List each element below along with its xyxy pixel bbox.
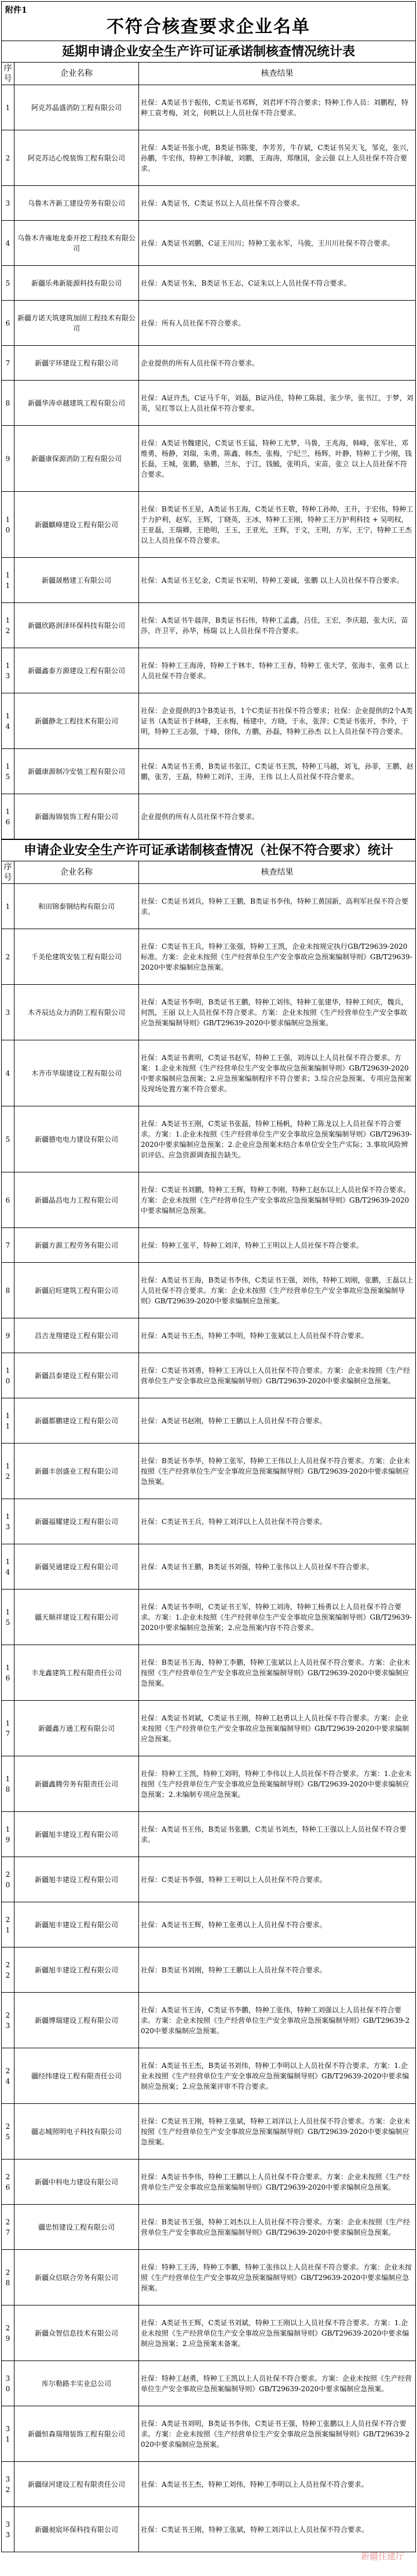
table-row bbox=[2, 749, 416, 794]
row-number: 6 bbox=[2, 1172, 14, 1228]
row-number: 21 bbox=[2, 1902, 14, 1947]
company-name: 丰龙鑫建筑工程有限责任公司 bbox=[14, 1645, 139, 1701]
row-number: 19 bbox=[2, 1812, 14, 1857]
company-name: 阿克苏晶盛消防工程有限公司 bbox=[14, 85, 139, 130]
check-result: 社保：A类证书李伟，特种工王鹏以上人员社保不符合要求。方案：企业未按照《生产经营单位生产安全事故应急预案编制导则》GB/T29639-2020中要求编制应急预案。 bbox=[139, 2160, 416, 2205]
table-row bbox=[2, 1812, 416, 1857]
table-row bbox=[2, 492, 416, 558]
table-row bbox=[2, 1645, 416, 1701]
row-number: 14 bbox=[2, 693, 14, 749]
table-row bbox=[2, 426, 416, 492]
row-number: 13 bbox=[2, 648, 14, 693]
table-row bbox=[2, 648, 416, 693]
company-name: 新疆旭丰建设工程有限公司 bbox=[14, 1902, 139, 1947]
check-result: 企业提供的所有人员社保不符合要求。 bbox=[139, 346, 416, 381]
section-1-title: 延期申请企业安全生产许可证承诺制核查情况统计表 bbox=[2, 41, 416, 63]
row-number: 29 bbox=[2, 2305, 14, 2361]
check-result: 社保：A类证书王涛，C类证书李鹏，特种工张伟，特种工刘强以上人员社保不符合要求。方案：企业未按照《生产经营单位生产安全事故应急预案编制导则》GB/T29639-2020中要求编制应急预案。 bbox=[139, 1993, 416, 2048]
company-name: 新疆晟楷建工有限公司 bbox=[14, 558, 139, 603]
check-result: 社保：所有人员社保不符合要求。 bbox=[139, 301, 416, 346]
row-number: 2 bbox=[2, 929, 14, 985]
table-row bbox=[2, 693, 416, 749]
table-row bbox=[2, 1902, 416, 1947]
check-result: 企业提供的所有人员社保不符合要求。 bbox=[139, 794, 416, 839]
check-result: 社保：A类证书朱，B类证书王志，C证朱以上人员社保不符合要求。 bbox=[139, 266, 416, 301]
company-name: 疆忠恒建设工程有限公司 bbox=[14, 2205, 139, 2250]
company-name: 和田锦泰钢结构有限公司 bbox=[14, 884, 139, 929]
company-name: 木齐辰达众力消防工程有限公司 bbox=[14, 985, 139, 1040]
check-result: 社保：A类证书魏建民，C类证书王猛，特种工尤梦，马鲁，王兆海，韩峰，张军社，邓维勇，杨静，刘瑞，朱勇，陈鑫，韩杰，张梅，宁纪兰，杨辉，叶静，特种工于少刚，钱长磊，王城，张鹏，骆鹏，兰东，于江，钱毓，张明兵，宋苗，张立 以上人员社保不符合要求。 bbox=[139, 426, 416, 492]
table-row bbox=[2, 1544, 416, 1590]
check-result: 社保：A类证书牛晨萍，B类证书石伟，特种工孟鑫，吕佳，王宏，李庆超，张大庆，苗莎，许卫平，孙华，杨瑞 以上人员社保不符合要求。 bbox=[139, 603, 416, 648]
check-result: 社保：A类证书李明，B类证书王鹏，特种工刘伟，特种工张建华，特种工何庆，魏兵，何凯，王丽 以上人员社保不符合要求。方案：企业未按照《生产经营单位生产安全事故应急预案编制导则》GB/T29639-2020中要求编制应急预案。 bbox=[139, 985, 416, 1040]
table-row bbox=[2, 266, 416, 301]
check-result: 社保：A类证书王忆金，C类证书宋明，特种工姜诚，张鹏 以上人员社保不符合要求。 bbox=[139, 558, 416, 603]
col-header-no: 序号 bbox=[2, 63, 14, 85]
check-result: 社保：特种工王海涛，特种工于林丰，特种工王春，特种工 张天学，张海丰，张勇 以上人员社保不符合要求。 bbox=[139, 648, 416, 693]
table-row bbox=[2, 603, 416, 648]
check-result: 社保：A类证书王杰，特种工李明，特种工张斌以上人员社保不符合要求。 bbox=[139, 1318, 416, 1353]
row-number: 27 bbox=[2, 2205, 14, 2250]
row-number: 13 bbox=[2, 1499, 14, 1544]
row-number: 5 bbox=[2, 1106, 14, 1172]
table-row bbox=[2, 1263, 416, 1318]
check-result: 社保：B类证书李华，特种工张军，特种工王伟以上人员社保不符合要求。方案：企业未按照《生产经营单位生产安全事故应急预案编制导则》GB/T29639-2020中要求编制应急预案。 bbox=[139, 1444, 416, 1499]
section-2-title: 申请企业安全生产许可证承诺制核查情况（社保不符合要求）统计 bbox=[2, 840, 416, 861]
row-number: 7 bbox=[2, 346, 14, 381]
table-row bbox=[2, 794, 416, 839]
row-number: 3 bbox=[2, 186, 14, 221]
company-name: 疆经纬建设工程有限责任公司 bbox=[14, 2048, 139, 2104]
check-result: 社保：A类证书黄明，C类证书赵军，特种工王强，刘涛以上人员社保不符合要求。方案：1.企业未按照《生产经营单位生产安全事故应急预案编制导则》GB/T29639-2020中要求编制应急预案；2.应急预案编制程序不符合要求；3.综合应急预案、专项应急预案及现场处置方案不符合要求。 bbox=[139, 1040, 416, 1106]
check-result: 社保：B类证书王海，特种工李鹏，特种工张斌以上人员社保不符合要求。方案：企业未按照《生产经营单位生产安全事故应急预案编制导则》GB/T29639-2020中要求编制应急预案。 bbox=[139, 1645, 416, 1701]
company-name: 新疆恒森瑞翔装饰工程有限公司 bbox=[14, 2406, 139, 2462]
company-name: 千美伦建筑安装工程有限公司 bbox=[14, 929, 139, 985]
company-name: 新疆鑫万通工程有限公司 bbox=[14, 1701, 139, 1756]
table-row bbox=[2, 2160, 416, 2205]
company-name: 新疆欣路润泽环保科技有限公司 bbox=[14, 603, 139, 648]
check-result: 社保：A类证书，C类证书以上人员社保不符合要求。 bbox=[139, 186, 416, 221]
company-name: 新疆华涛卓越建筑工程有限公司 bbox=[14, 381, 139, 426]
table-row bbox=[2, 929, 416, 985]
check-result: 社保：企业提供的3个B类证书，1个C类证书社保不符合要求；社保：企业提供的2个A类证书（A类证书于林峰，王永梅，杨建中，方晓，于永，张萍；C类证书张开，李玲，于明，特种工王志强，于峰，徐伟，方鹏，孙磊，特种工孙杰 以上人员社保不符合要求。 bbox=[139, 693, 416, 749]
company-name: 新疆宇环建设工程有限公司 bbox=[14, 346, 139, 381]
row-number: 10 bbox=[2, 1353, 14, 1398]
company-name: 新疆麒峰建设工程有限公司 bbox=[14, 492, 139, 558]
row-number: 11 bbox=[2, 558, 14, 603]
table-row bbox=[2, 558, 416, 603]
check-result: 社保：C类证书李强，特种工王明以上人员社保不符合要求。 bbox=[139, 1857, 416, 1902]
row-number: 3 bbox=[2, 985, 14, 1040]
company-name: 新疆海锦装饰工程有限公司 bbox=[14, 794, 139, 839]
check-result: 社保：C类证书王刚，特种工张斌，特种工刘洋以上人员社保不符合要求。 bbox=[139, 2507, 416, 2552]
company-name: 阿克苏达心悦装饰工程有限公司 bbox=[14, 130, 139, 186]
row-number: 6 bbox=[2, 301, 14, 346]
row-number: 7 bbox=[2, 1228, 14, 1263]
row-number: 23 bbox=[2, 1993, 14, 2048]
company-name: 新疆中科电力建设有限公司 bbox=[14, 2160, 139, 2205]
company-name: 新疆康保源消防工程有限公司 bbox=[14, 426, 139, 492]
check-result: 社保：A类证书王杰，B类证书刘伟，特种工李明以上人员社保不符合要求。方案：1.企业未按照《生产经营单位生产安全事故应急预案编制导则》GB/T29639-2020中要求编制应急预案；2.应急预案评审不符合要求。 bbox=[139, 2048, 416, 2104]
row-number: 15 bbox=[2, 1590, 14, 1645]
check-result: 社保：A类证书王辉，C类证书刘斌，特种工王刚以上人员社保不符合要求。方案：1.企业未按照《生产经营单位生产安全事故应急预案编制导则》GB/T29639-2020中要求编制应急预案；2.应急预案未备案。 bbox=[139, 2305, 416, 2361]
company-name: 疆志城照明电子科技有限公司 bbox=[14, 2104, 139, 2160]
row-number: 31 bbox=[2, 2406, 14, 2462]
check-result: 社保：C类证书刘兵，特种工王鹏，B类证书李伟，特种工黄国新，高利军社保不符合要求。 bbox=[139, 884, 416, 929]
col-header-no: 序号 bbox=[2, 861, 14, 884]
company-name: 新疆众智信息技术有限公司 bbox=[14, 2305, 139, 2361]
company-name: 新疆都鹏建设工程有限公司 bbox=[14, 1398, 139, 1444]
row-number: 8 bbox=[2, 1263, 14, 1318]
table-row bbox=[2, 1701, 416, 1756]
company-name: 新疆旭丰建设工程有限公司 bbox=[14, 1947, 139, 1993]
company-name: 新疆旭丰建设工程有限公司 bbox=[14, 1857, 139, 1902]
row-number: 5 bbox=[2, 266, 14, 301]
check-result: 社保：A类证书赵刚，特种工王鹏以上人员社保不符合要求。 bbox=[139, 1398, 416, 1444]
check-result: 社保：A类证书王鹏，B类证书刘强，特种工张伟以上人员社保不符合要求。 bbox=[139, 1544, 416, 1590]
row-number: 15 bbox=[2, 749, 14, 794]
check-result: 社保：特种工王凯，特种工刘明，特种工李伟以上人员社保不符合要求。方案：1.企业未按照《生产经营单位生产安全事故应急预案编制导则》GB/T29639-2020中要求编制应急预案；2.未编制专项应急预案。 bbox=[139, 1756, 416, 1812]
row-number: 25 bbox=[2, 2104, 14, 2160]
col-header-result: 核查结果 bbox=[139, 861, 416, 884]
table-row bbox=[2, 1172, 416, 1228]
row-number: 9 bbox=[2, 1318, 14, 1353]
row-number: 14 bbox=[2, 1544, 14, 1590]
row-number: 17 bbox=[2, 1701, 14, 1756]
check-result: 社保：A类证书刘斌，C类证书王刚，特种工赵勇以上人员社保不符合要求。方案：企业未按照《生产经营单位生产安全事故应急预案编制导则》GB/T29639-2020中要求编制应急预案。 bbox=[139, 1701, 416, 1756]
row-number: 9 bbox=[2, 426, 14, 492]
watermark: 新疆住建厅 bbox=[360, 2551, 404, 2562]
check-result: 社保：A类证书张小虎，B类证书陈斐，李芳芳，牛存斌，C类证书吴天飞，邹克，张兴，孙鹏，牛宏伟，特种工李泽敏，刘鹏，王海涛，郑继国，金云强 以上人员社保不符合要求。 bbox=[139, 130, 416, 186]
table-row bbox=[2, 1857, 416, 1902]
company-name: 库尔勒路丰实业总公司 bbox=[14, 2361, 139, 2406]
company-name: 新疆德电电力建设有限公司 bbox=[14, 1106, 139, 1172]
document-page bbox=[0, 1, 417, 2576]
table-row bbox=[2, 1040, 416, 1106]
check-result: 社保：C类证书刘勇，特种工王涛以上人员社保不符合要求。方案：企业未按照《生产经营单位生产安全事故应急预案编制导则》GB/T29639-2020中要求编制应急预案。 bbox=[139, 1353, 416, 1398]
section-1-table bbox=[1, 41, 416, 839]
check-result: 社保：B类证书王强，特种工刘杰以上人员社保不符合要求。方案：企业未按照《生产经营单位生产安全事故应急预案编制导则》GB/T29639-2020中要求编制应急预案。 bbox=[139, 2205, 416, 2250]
row-number: 12 bbox=[2, 1444, 14, 1499]
table-row bbox=[2, 381, 416, 426]
check-result: 社保：特种工王涛，特种工李鹏，特种工张伟以上人员社保不符合要求。方案：企业未按照《生产经营单位生产安全事故应急预案编制导则》GB/T29639-2020中要求编制应急预案。 bbox=[139, 2250, 416, 2305]
table-row bbox=[2, 85, 416, 130]
row-number: 8 bbox=[2, 381, 14, 426]
table-row bbox=[2, 1947, 416, 1993]
table-row bbox=[2, 2305, 416, 2361]
company-name: 新疆昶宸环保科技有限公司 bbox=[14, 2507, 139, 2552]
document-title: 不符合核查要求企业名单 bbox=[1, 14, 416, 41]
company-name: 乌鲁木齐新工建设劳务有限公司 bbox=[14, 186, 139, 221]
table-row bbox=[2, 1228, 416, 1263]
company-name: 新疆博瑞建设工程有限公司 bbox=[14, 1993, 139, 2048]
row-number: 12 bbox=[2, 603, 14, 648]
table-row bbox=[2, 2250, 416, 2305]
row-number: 28 bbox=[2, 2250, 14, 2305]
company-name: 新疆启旺建筑工程有限公司 bbox=[14, 1263, 139, 1318]
row-number: 33 bbox=[2, 2507, 14, 2552]
company-name: 新疆众信联合劳务有限公司 bbox=[14, 2250, 139, 2305]
row-number: 26 bbox=[2, 2160, 14, 2205]
row-number: 32 bbox=[2, 2462, 14, 2507]
table-row bbox=[2, 1318, 416, 1353]
check-result: 社保：C类证书刘鹏，特种工王辉，特种工李刚，特种工赵东以上人员社保不符合要求。方案：企业未按照《生产经营单位生产安全事故应急预案编制导则》GB/T29639-2020中要求编制应急预案。 bbox=[139, 1172, 416, 1228]
table-row bbox=[2, 1590, 416, 1645]
check-result: 社保：A类证书刘明，B类证书李伟，C类证书王强，特种工张鹏以上人员社保不符合要求。方案：企业未按照《生产经营单位生产安全事故应急预案编制导则》GB/T29639-2020中要求编制应急预案。 bbox=[139, 2406, 416, 2462]
check-result: 社保：A证许杰，C证马千年，刘磊，B证冯佳，特种工陈晨，张少华，张书江，于梦，刘英，吴红等以上人员社保不符合要求。 bbox=[139, 381, 416, 426]
table-row bbox=[2, 2406, 416, 2462]
check-result: 社保：C类证书王兵，特种工刘洋以上人员社保不符合要求。 bbox=[139, 1499, 416, 1544]
row-number: 16 bbox=[2, 1645, 14, 1701]
col-header-result: 核查结果 bbox=[139, 63, 416, 85]
table-row bbox=[2, 2205, 416, 2250]
table-row bbox=[2, 346, 416, 381]
company-name: 疆天顺祥建设工程有限公司 bbox=[14, 1590, 139, 1645]
check-result: 社保：C类证书王刚，特种工张斌，特种工刘洋以上人员社保不符合要求。方案：企业未按照《生产经营单位生产安全事故应急预案编制导则》GB/T29639-2020中要求编制应急预案。 bbox=[139, 2104, 416, 2160]
check-result: 社保：A类证书王刚，C类证书张磊，特种工杨帆，特种工陈龙以上人员社保不符合要求。方案：1.企业未按照《生产经营单位生产安全事故应急预案编制导则》GB/T29639-2020中要求编制应急预案；2.企业应急预案未结合本单位安全生产实际；3.事故风险辨识评估、应急资源调查报告缺失。 bbox=[139, 1106, 416, 1172]
company-name: 新疆晶昌电力工程有限公司 bbox=[14, 1172, 139, 1228]
check-result: 社保：特种工张平，特种工刘洋，特种工王明以上人员社保不符合要求。 bbox=[139, 1228, 416, 1263]
company-name: 新疆福耀建设工程有限公司 bbox=[14, 1499, 139, 1544]
table-row bbox=[2, 1444, 416, 1499]
check-result: 社保：A类证书王辉，特种工张勇以上人员社保不符合要求。 bbox=[139, 1902, 416, 1947]
row-number: 20 bbox=[2, 1857, 14, 1902]
table-row bbox=[2, 221, 416, 266]
company-name: 新疆丰创盛业工程有限公司 bbox=[14, 1444, 139, 1499]
row-number: 4 bbox=[2, 221, 14, 266]
check-result: 社保：A类证书王勇，B类证书张江，C类证书王凯，特种工马越，刘飞，孙菲，王鹏，赵鹏，张芳，王磊，特种工刘洋，王涛，王伟 以上人员社保不符合要求。 bbox=[139, 749, 416, 794]
section-2-table bbox=[1, 839, 416, 2552]
check-result: 社保：B类证书刘刚，特种工王鹏以上人员社保不符合要求。 bbox=[139, 1947, 416, 1993]
company-name: 新疆昌泰建设工程有限公司 bbox=[14, 1353, 139, 1398]
table-row bbox=[2, 2361, 416, 2406]
check-result: 社保：A类证书刘鹏，C证王川川；特种工张永军，马骏，王川川社保不符合要求。 bbox=[139, 221, 416, 266]
table-row bbox=[2, 1398, 416, 1444]
check-result: 社保：A类证书李明，C类证书王军，特种工刘涛，特种工杨勇以上人员社保不符合要求。方案：1.企业未按照《生产经营单位生产安全事故应急预案编制导则》GB/T29639-2020中要求编制应急预案；2.应急预案内容不符合要求。 bbox=[139, 1590, 416, 1645]
table-row bbox=[2, 884, 416, 929]
check-result: 社保：C类证书王兵，特种工张强，特种工王凯，企业未按规定执行GB/T29639-2020标准。方案：企业未按照《生产经营单位生产安全事故应急预案编制导则》GB/T29639-2020中要求编制应急预案。 bbox=[139, 929, 416, 985]
check-result: 社保：A类证书王杰，特种工刘伟，特种工李明以上人员社保不符合要求。 bbox=[139, 2462, 416, 2507]
table-row bbox=[2, 1756, 416, 1812]
table-row bbox=[2, 301, 416, 346]
company-name: 木齐市华瑞建设工程有限公司 bbox=[14, 1040, 139, 1106]
table-row bbox=[2, 2104, 416, 2160]
company-name: 新疆旭丰建设工程有限公司 bbox=[14, 1812, 139, 1857]
check-result: 社保：B类证书王星，A类证书王海，C类证书王敬，特种工孙帅，王升，于宏伟，特种工于力护利，赵军，王辉，丁晓英，王冰，特种工王刚，特种工王万护利科技 + 吴明权，王亚磊，王瑞卿，王艳明，王玉，王亚光，王辉，于文，王明，方军，王宁，特种工王杰 以上人员社保不符合要求。 bbox=[139, 492, 416, 558]
row-number: 24 bbox=[2, 2048, 14, 2104]
row-number: 10 bbox=[2, 492, 14, 558]
table-row bbox=[2, 1499, 416, 1544]
row-number: 1 bbox=[2, 884, 14, 929]
company-name: 新疆鑫腾劳务有限责任公司 bbox=[14, 1756, 139, 1812]
company-name: 新疆鑫泰方源建设工程有限公司 bbox=[14, 648, 139, 693]
row-number: 2 bbox=[2, 130, 14, 186]
check-result: 社保：特种工赵勇，特种工王凯以上人员社保不符合要求。方案：企业未按照《生产经营单位生产安全事故应急预案编制导则》GB/T29639-2020中要求编制应急预案。 bbox=[139, 2361, 416, 2406]
check-result: 社保：A类证书于振伟，C类证书邓辉，刘君坪不符合要求；特种工作人员：刘鹏程，特种工袁考梅，刘文，何帆以上人员社保不符合要求。 bbox=[139, 85, 416, 130]
row-number: 4 bbox=[2, 1040, 14, 1106]
row-number: 16 bbox=[2, 794, 14, 839]
company-name: 昌吉龙翔建设工程有限公司 bbox=[14, 1318, 139, 1353]
annex-label: 附件1 bbox=[1, 1, 416, 14]
row-number: 1 bbox=[2, 85, 14, 130]
check-result: 社保：A类证书王伟，B类证书张鹏，C类证书刘杰，特种工王强以上人员社保不符合要求。 bbox=[139, 1812, 416, 1857]
check-result: 社保：A类证书王海，B类证书李伟，C类证书王强，刘伟，特种工刘刚，张鹏，王磊以上人员社保不符合要求。方案：企业未按照《生产经营单位生产安全事故应急预案编制导则》GB/T29639-2020中要求编制应急预案。 bbox=[139, 1263, 416, 1318]
table-row bbox=[2, 130, 416, 186]
row-number: 18 bbox=[2, 1756, 14, 1812]
company-name: 新疆绿河建设工程有限责任公司 bbox=[14, 2462, 139, 2507]
company-name: 新疆静北工程技术有限公司 bbox=[14, 693, 139, 749]
table-row bbox=[2, 1353, 416, 1398]
company-name: 新疆乐弗新能源科技有限公司 bbox=[14, 266, 139, 301]
row-number: 11 bbox=[2, 1398, 14, 1444]
table-row bbox=[2, 1993, 416, 2048]
table-row bbox=[2, 1106, 416, 1172]
company-name: 新疆方源工程劳务有限公司 bbox=[14, 1228, 139, 1263]
company-name: 乌鲁木齐雍地龙泰开挖工程技术有限公司 bbox=[14, 221, 139, 266]
table-row bbox=[2, 2507, 416, 2552]
row-number: 22 bbox=[2, 1947, 14, 1993]
table-row bbox=[2, 2048, 416, 2104]
table-row bbox=[2, 2462, 416, 2507]
company-name: 新疆方诺天筑建筑加固工程技术有限公司 bbox=[14, 301, 139, 346]
row-number: 30 bbox=[2, 2361, 14, 2406]
col-header-name: 企业名称 bbox=[14, 861, 139, 884]
company-name: 新疆昊通建设工程有限公司 bbox=[14, 1544, 139, 1590]
company-name: 新疆康源制冷安装工程有限公司 bbox=[14, 749, 139, 794]
table-row bbox=[2, 186, 416, 221]
col-header-name: 企业名称 bbox=[14, 63, 139, 85]
table-row bbox=[2, 985, 416, 1040]
